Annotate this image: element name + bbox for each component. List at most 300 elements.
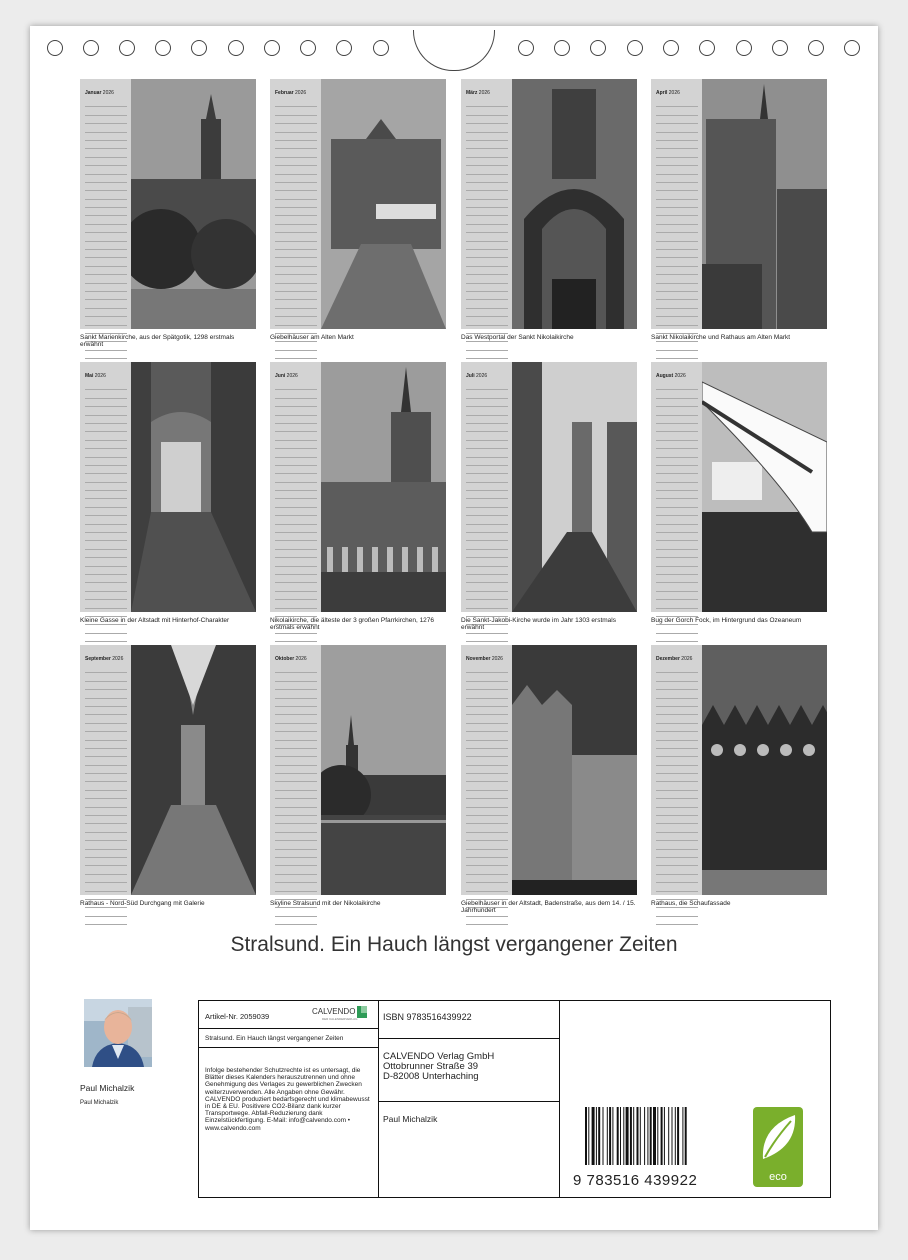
day-line: [466, 741, 508, 749]
day-line: [275, 432, 317, 440]
barcode-bar: [637, 1107, 639, 1165]
day-line: [275, 216, 317, 224]
month-panel-9: [80, 645, 256, 895]
day-line: [85, 609, 127, 617]
day-line: [656, 107, 698, 115]
day-line: [466, 824, 508, 832]
day-line: [656, 516, 698, 524]
day-line: [85, 741, 127, 749]
day-line: [656, 242, 698, 250]
day-line: [656, 567, 698, 575]
day-line: [656, 665, 698, 673]
day-line: [85, 558, 127, 566]
day-line: [466, 499, 508, 507]
month-photo-image: [131, 79, 256, 329]
day-line: [85, 225, 127, 233]
day-line: [656, 908, 698, 916]
day-line: [466, 875, 508, 883]
day-line: [656, 116, 698, 124]
photo-caption: Sankt Nikolaikirche und Rathaus am Alten Markt: [651, 334, 791, 341]
day-line: [85, 732, 127, 740]
article-number: Artikel-Nr. 2059039: [205, 1012, 270, 1021]
day-line: [466, 158, 508, 166]
day-line: [656, 407, 698, 415]
month-photo: [131, 79, 256, 329]
day-line: [275, 466, 317, 474]
day-line: [275, 741, 317, 749]
day-line: [85, 625, 127, 633]
day-line: [85, 690, 127, 698]
publisher-author: Paul Michalzik: [383, 1114, 438, 1124]
day-line: [656, 200, 698, 208]
day-line: [466, 558, 508, 566]
day-line: [85, 175, 127, 183]
day-line: [275, 107, 317, 115]
day-lines: [275, 382, 317, 642]
barcode-bar: [633, 1107, 634, 1165]
day-line: [275, 141, 317, 149]
day-strip: [651, 645, 702, 895]
binding-ring: [808, 40, 824, 56]
month-photo: [131, 362, 256, 612]
day-line: [656, 390, 698, 398]
day-line: [275, 533, 317, 541]
day-line: [656, 158, 698, 166]
day-line: [85, 250, 127, 258]
day-line: [85, 424, 127, 432]
day-line: [466, 749, 508, 757]
day-line: [275, 541, 317, 549]
day-line: [85, 432, 127, 440]
day-strip: [461, 79, 512, 329]
barcode-bar: [592, 1107, 595, 1165]
day-line: [466, 99, 508, 107]
month-photo-image: [321, 79, 446, 329]
day-line: [85, 782, 127, 790]
month-photo-image: [512, 645, 637, 895]
day-line: [656, 707, 698, 715]
day-line: [656, 592, 698, 600]
binding-ring: [119, 40, 135, 56]
day-line: [275, 516, 317, 524]
month-panel-2: [270, 79, 446, 329]
day-line: [656, 284, 698, 292]
day-line: [466, 609, 508, 617]
day-line: [275, 724, 317, 732]
day-line: [275, 824, 317, 832]
day-line: [85, 808, 127, 816]
binding-ring: [264, 40, 280, 56]
barcode-bar: [607, 1107, 608, 1165]
day-line: [466, 474, 508, 482]
barcode-bar: [668, 1107, 669, 1165]
day-line: [466, 342, 508, 350]
binding-rings: [0, 0, 908, 60]
isbn-digits: 9 783516 439922: [573, 1172, 698, 1189]
barcode-bar: [620, 1107, 621, 1165]
day-line: [656, 782, 698, 790]
day-line: [466, 550, 508, 558]
day-line: [85, 474, 127, 482]
day-line: [275, 808, 317, 816]
calvendo-logo-accent-icon: [361, 1006, 367, 1013]
day-line: [275, 449, 317, 457]
month-photo-image: [321, 645, 446, 895]
day-line: [275, 175, 317, 183]
day-line: [656, 183, 698, 191]
day-line: [656, 875, 698, 883]
day-line: [85, 309, 127, 317]
day-line: [656, 808, 698, 816]
day-line: [85, 399, 127, 407]
calvendo-tagline: DER KALENDERVERLAG: [322, 1017, 358, 1021]
day-line: [275, 441, 317, 449]
day-line: [275, 124, 317, 132]
day-line: [85, 449, 127, 457]
day-line: [275, 567, 317, 575]
day-line: [466, 525, 508, 533]
day-line: [656, 309, 698, 317]
barcode-bar: [657, 1107, 658, 1165]
day-line: [85, 866, 127, 874]
month-name: Mai 2026: [85, 373, 106, 379]
day-line: [466, 682, 508, 690]
day-line: [275, 766, 317, 774]
barcode-bar: [644, 1107, 645, 1165]
day-line: [466, 841, 508, 849]
day-lines: [85, 665, 127, 925]
day-line: [466, 208, 508, 216]
day-line: [85, 766, 127, 774]
day-line: [466, 284, 508, 292]
month-panel-5: [80, 362, 256, 612]
barcode-bar: [653, 1107, 656, 1165]
binding-ring: [518, 40, 534, 56]
day-line: [85, 351, 127, 359]
day-line: [85, 216, 127, 224]
day-line: [656, 625, 698, 633]
day-line: [466, 665, 508, 673]
photo-caption: Giebelhäuser in der Altstadt, Badenstraße, aus dem 14. / 15. Jahrhundert: [461, 900, 636, 914]
day-line: [656, 558, 698, 566]
day-line: [466, 149, 508, 157]
day-line: [85, 191, 127, 199]
photo-caption: Giebelhäuser am Alten Markt: [270, 334, 354, 341]
day-line: [466, 766, 508, 774]
day-line: [466, 141, 508, 149]
day-line: [656, 892, 698, 900]
month-name: Oktober 2026: [275, 656, 307, 662]
barcode-bar: [585, 1107, 587, 1165]
day-lines: [85, 382, 127, 642]
barcode-bar: [609, 1107, 611, 1165]
day-line: [275, 424, 317, 432]
day-line: [275, 225, 317, 233]
day-line: [275, 491, 317, 499]
day-line: [85, 133, 127, 141]
day-line: [466, 483, 508, 491]
eco-label: eco: [769, 1171, 787, 1183]
day-line: [85, 749, 127, 757]
month-photo: [702, 362, 827, 612]
day-line: [275, 116, 317, 124]
barcode-bar: [630, 1107, 632, 1165]
day-line: [656, 682, 698, 690]
day-line: [85, 183, 127, 191]
day-line: [466, 799, 508, 807]
day-line: [466, 250, 508, 258]
binding-ring: [83, 40, 99, 56]
day-line: [656, 342, 698, 350]
day-line: [466, 225, 508, 233]
day-line: [275, 600, 317, 608]
day-line: [656, 724, 698, 732]
day-line: [85, 292, 127, 300]
day-line: [85, 242, 127, 250]
month-photo-image: [131, 362, 256, 612]
month-photo: [321, 79, 446, 329]
day-line: [656, 317, 698, 325]
day-line: [275, 583, 317, 591]
day-line: [275, 390, 317, 398]
barcode-bar: [675, 1107, 676, 1165]
day-line: [85, 141, 127, 149]
day-line: [656, 474, 698, 482]
author-name: Paul Michalzik: [80, 1083, 135, 1093]
day-line: [275, 673, 317, 681]
day-line: [275, 774, 317, 782]
day-line: [85, 382, 127, 390]
month-photo-image: [512, 362, 637, 612]
day-line: [466, 466, 508, 474]
day-lines: [466, 382, 508, 642]
barcode-bar: [626, 1107, 629, 1165]
day-line: [656, 275, 698, 283]
day-line: [275, 917, 317, 925]
day-line: [466, 707, 508, 715]
day-line: [466, 567, 508, 575]
photo-caption: Sankt Marienkirche, aus der Spätgotik, 1298 erstmals erwähnt: [80, 334, 235, 348]
day-line: [275, 275, 317, 283]
day-line: [656, 917, 698, 925]
day-line: [656, 774, 698, 782]
month-photo: [321, 362, 446, 612]
photo-caption: Rathaus - Nord-Süd Durchgang mit Galerie: [80, 900, 205, 907]
month-name: November 2026: [466, 656, 503, 662]
day-line: [275, 284, 317, 292]
photo-caption: Bug der Gorch Fock, im Hintergrund das Ozeaneum: [651, 617, 802, 624]
day-line: [656, 483, 698, 491]
day-line: [656, 673, 698, 681]
photo-caption: Das Westportal der Sankt Nikolaikirche: [461, 334, 574, 341]
month-photo: [702, 645, 827, 895]
day-line: [466, 390, 508, 398]
day-line: [275, 665, 317, 673]
day-lines: [275, 665, 317, 925]
day-line: [466, 883, 508, 891]
day-line: [656, 634, 698, 642]
day-line: [466, 791, 508, 799]
publisher-address: CALVENDO Verlag GmbH Ottobrunner Straße 39 D-82008 Unterhaching: [383, 1051, 495, 1082]
day-line: [275, 351, 317, 359]
day-line: [466, 600, 508, 608]
binding-ring: [373, 40, 389, 56]
day-line: [275, 715, 317, 723]
day-line: [275, 99, 317, 107]
day-line: [466, 300, 508, 308]
day-line: [275, 133, 317, 141]
month-photo: [512, 79, 637, 329]
day-line: [275, 799, 317, 807]
day-line: [466, 233, 508, 241]
eco-badge: [753, 1107, 803, 1187]
day-line: [275, 258, 317, 266]
day-line: [466, 833, 508, 841]
day-line: [656, 833, 698, 841]
barcode-bar: [588, 1107, 589, 1165]
day-line: [275, 875, 317, 883]
barcode-bar: [664, 1107, 665, 1165]
day-line: [275, 183, 317, 191]
day-line: [656, 609, 698, 617]
day-line: [275, 242, 317, 250]
day-line: [656, 432, 698, 440]
day-line: [466, 850, 508, 858]
day-strip: [651, 79, 702, 329]
day-line: [656, 250, 698, 258]
day-line: [466, 541, 508, 549]
day-line: [85, 634, 127, 642]
day-line: [656, 399, 698, 407]
day-line: [466, 175, 508, 183]
day-line: [656, 208, 698, 216]
calvendo-logo: CALVENDO: [312, 1007, 356, 1016]
barcode-bar: [677, 1107, 679, 1165]
day-line: [275, 816, 317, 824]
day-line: [656, 550, 698, 558]
day-line: [85, 124, 127, 132]
day-line: [656, 732, 698, 740]
photo-caption: Kleine Gasse in der Altstadt mit Hinterhof-Charakter: [80, 617, 230, 624]
day-line: [85, 508, 127, 516]
day-line: [275, 707, 317, 715]
day-strip: [80, 79, 131, 329]
barcode-bar: [640, 1107, 641, 1165]
day-line: [275, 757, 317, 765]
month-panel-8: [651, 362, 827, 612]
day-line: [275, 892, 317, 900]
day-line: [466, 326, 508, 334]
day-line: [656, 300, 698, 308]
day-line: [85, 441, 127, 449]
barcode-bar: [650, 1107, 652, 1165]
day-line: [85, 107, 127, 115]
day-line: [275, 525, 317, 533]
day-line: [275, 483, 317, 491]
binding-ring: [47, 40, 63, 56]
day-line: [275, 609, 317, 617]
day-line: [656, 858, 698, 866]
day-line: [466, 242, 508, 250]
day-line: [85, 267, 127, 275]
day-line: [656, 225, 698, 233]
day-line: [656, 508, 698, 516]
month-panel-3: [461, 79, 637, 329]
day-line: [275, 458, 317, 466]
calendar-title: Stralsund. Ein Hauch längst vergangener Zeiten: [230, 933, 678, 956]
month-photo: [131, 645, 256, 895]
day-line: [275, 300, 317, 308]
day-line: [466, 732, 508, 740]
leaf-icon: [753, 1107, 803, 1167]
day-line: [275, 575, 317, 583]
day-line: [466, 399, 508, 407]
day-line: [466, 892, 508, 900]
day-line: [275, 833, 317, 841]
month-panel-4: [651, 79, 827, 329]
day-line: [85, 858, 127, 866]
day-line: [275, 267, 317, 275]
day-line: [656, 866, 698, 874]
month-photo-image: [702, 362, 827, 612]
day-line: [85, 583, 127, 591]
barcode-bar: [685, 1107, 687, 1165]
day-line: [85, 258, 127, 266]
isbn-label: ISBN 9783516439922: [383, 1012, 472, 1022]
day-line: [656, 541, 698, 549]
day-strip: [270, 362, 321, 612]
barcode-bar: [647, 1107, 648, 1165]
day-line: [656, 841, 698, 849]
day-line: [466, 516, 508, 524]
day-line: [275, 233, 317, 241]
day-line: [85, 715, 127, 723]
day-line: [656, 233, 698, 241]
day-line: [85, 833, 127, 841]
barcode-bar: [612, 1107, 613, 1165]
day-line: [466, 200, 508, 208]
day-line: [275, 200, 317, 208]
day-line: [85, 533, 127, 541]
barcode-bar: [672, 1107, 673, 1165]
day-line: [85, 525, 127, 533]
photo-caption: Skyline Stralsund mit der Nikolaikirche: [270, 900, 381, 907]
day-line: [466, 166, 508, 174]
day-strip: [80, 645, 131, 895]
day-line: [466, 258, 508, 266]
day-line: [466, 592, 508, 600]
day-line: [656, 441, 698, 449]
day-line: [275, 908, 317, 916]
month-name: September 2026: [85, 656, 124, 662]
day-line: [275, 558, 317, 566]
day-line: [656, 499, 698, 507]
day-line: [275, 699, 317, 707]
day-line: [656, 382, 698, 390]
day-line: [466, 449, 508, 457]
day-line: [85, 892, 127, 900]
day-line: [656, 600, 698, 608]
day-line: [275, 326, 317, 334]
day-line: [656, 292, 698, 300]
day-line: [656, 757, 698, 765]
day-line: [85, 116, 127, 124]
day-line: [656, 575, 698, 583]
day-line: [656, 141, 698, 149]
day-line: [275, 592, 317, 600]
day-line: [466, 917, 508, 925]
month-name: Juli 2026: [466, 373, 488, 379]
